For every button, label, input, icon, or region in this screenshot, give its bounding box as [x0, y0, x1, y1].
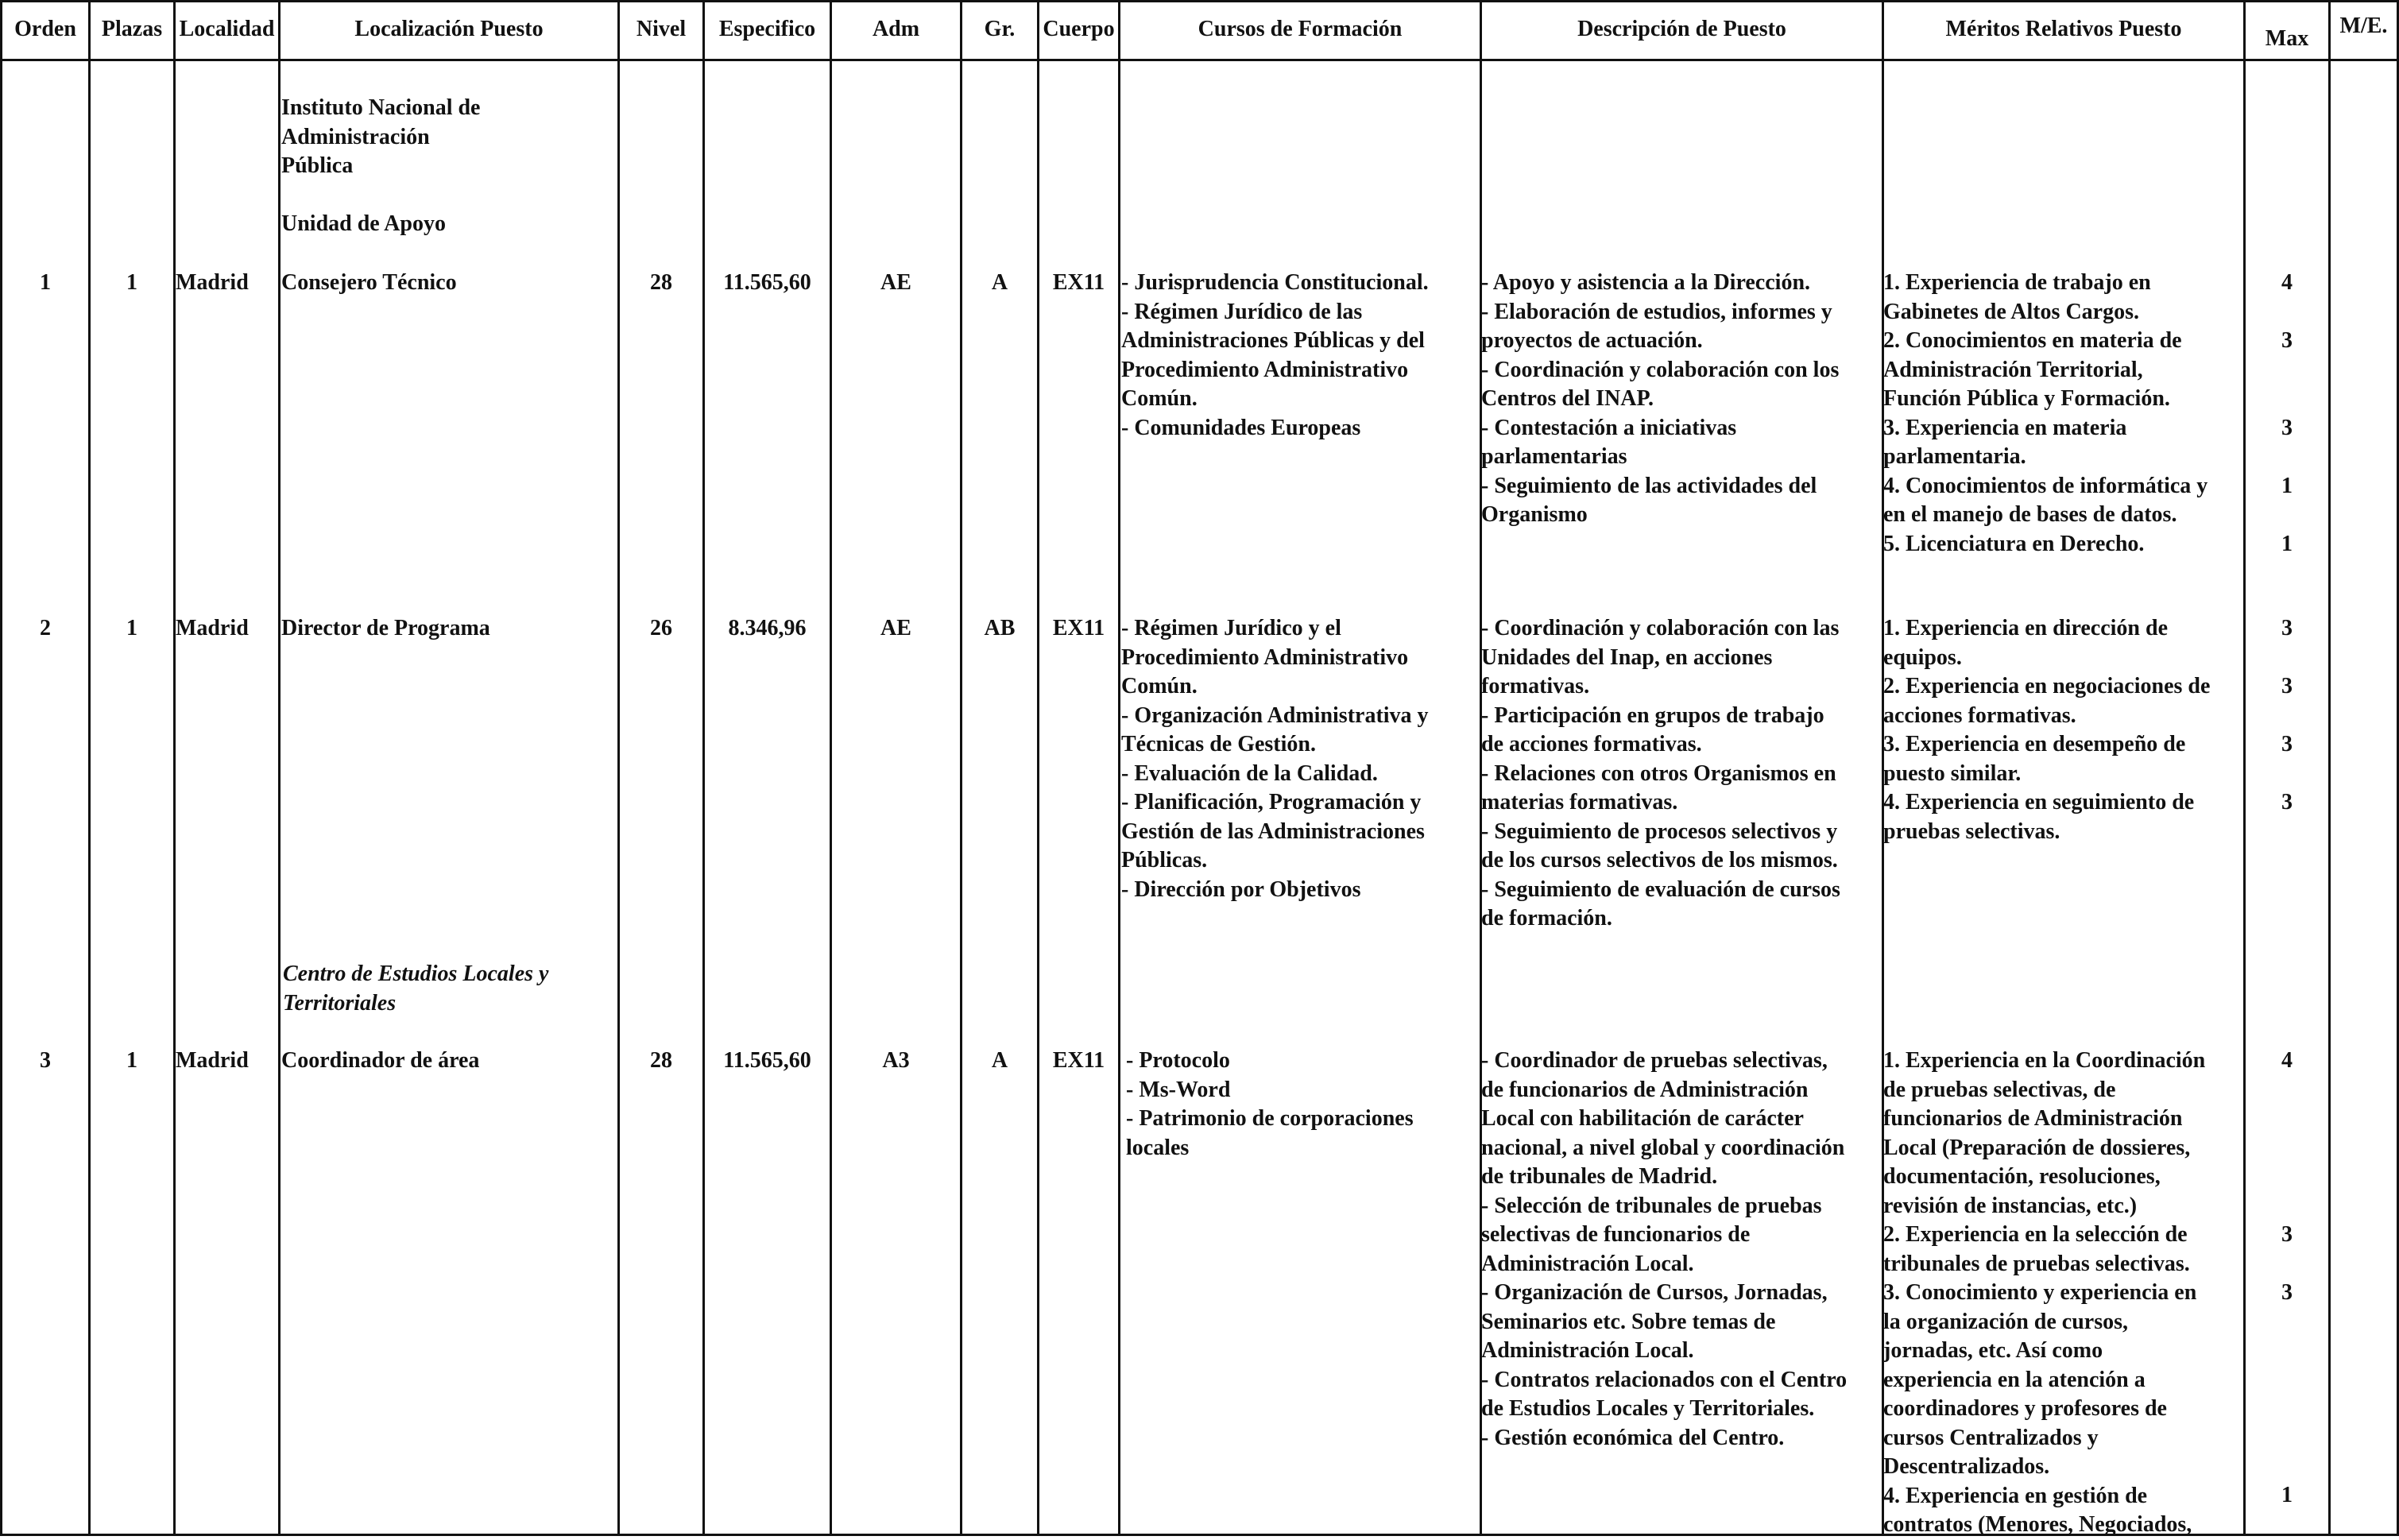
- column-divider: [960, 0, 962, 1536]
- cell-meritos: 1. Experiencia en la Coordinación de pruebas selectivas, de funcionarios de Administración Local (Preparación de dossieres, documentación, resoluciones, revisión de instancias, etc.) 2. Experiencia en la selección de tribunales de pruebas selectivas. 3. Conocimiento y experiencia en la organización de cursos, jornadas, etc. Así como experiencia en la atención a coordinadores y profesores de cursos Centralizados y Descentralizados. 4. Experiencia en gestión de contratos (Menores, Negociados,: [1883, 1048, 2206, 1537]
- header-max: Max: [2265, 26, 2309, 51]
- cell-plazas: 1: [126, 616, 137, 640]
- column-divider: [2328, 0, 2331, 1536]
- cell-especifico: 11.565,60: [723, 1048, 811, 1073]
- cell-cuerpo: EX11: [1052, 1048, 1105, 1073]
- cell-max: 3: [2281, 328, 2293, 353]
- header-plazas: Plazas: [101, 17, 163, 41]
- cell-orden: 2: [40, 616, 51, 640]
- header-cursos-formacion: Cursos de Formación: [1198, 17, 1403, 41]
- header-localizacion-puesto: Localización Puesto: [354, 17, 544, 41]
- column-divider: [830, 0, 832, 1536]
- cell-max: 1: [2281, 532, 2293, 556]
- section-unidad-apoyo: Unidad de Apoyo: [281, 211, 446, 236]
- cell-orden: 1: [40, 270, 51, 295]
- cell-nivel: 26: [650, 616, 672, 640]
- cell-max: 3: [2281, 1222, 2293, 1247]
- section-centro-estudios: Centro de Estudios Locales y Territoriales: [283, 962, 549, 1016]
- cell-max: 3: [2281, 616, 2293, 640]
- header-especifico: Especifico: [718, 17, 816, 41]
- header-cuerpo: Cuerpo: [1043, 17, 1115, 41]
- cell-puesto: Coordinador de área: [281, 1048, 480, 1073]
- cell-max: 1: [2281, 1483, 2293, 1507]
- cell-gr: AB: [984, 616, 1016, 640]
- cell-cuerpo: EX11: [1052, 270, 1105, 295]
- cell-cuerpo: EX11: [1052, 616, 1105, 640]
- cell-gr: A: [991, 1048, 1008, 1073]
- column-divider: [173, 0, 176, 1536]
- header-gr: Gr.: [984, 17, 1016, 41]
- cell-cursos: - Jurisprudencia Constitucional. - Régimen Jurídico de las Administraciones Públicas y del Procedimiento Administrativo Común. - Comunidades Europeas: [1121, 270, 1429, 440]
- cell-max: 4: [2281, 270, 2293, 295]
- cell-plazas: 1: [126, 1048, 137, 1073]
- cell-puesto: Consejero Técnico: [281, 270, 457, 295]
- cell-max: 1: [2281, 474, 2293, 498]
- column-divider: [702, 0, 705, 1536]
- column-divider: [0, 0, 2, 1536]
- cell-cursos: - Protocolo - Ms-Word - Patrimonio de corporaciones locales: [1126, 1048, 1414, 1160]
- cell-max: 4: [2281, 1048, 2293, 1073]
- cell-nivel: 28: [650, 270, 672, 295]
- column-divider: [1118, 0, 1120, 1536]
- cell-meritos: 1. Experiencia en dirección de equipos. 2. Experiencia en negociaciones de acciones formativas. 3. Experiencia en desempeño de puesto similar. 4. Experiencia en seguimiento de pruebas selectivas.: [1883, 616, 2211, 844]
- column-divider: [1037, 0, 1039, 1536]
- cell-meritos: 1. Experiencia de trabajo en Gabinetes de Altos Cargos. 2. Conocimientos en materia de Administración Territorial, Función Pública y Formación. 3. Experiencia en materia parlamentaria. 4. Conocimientos de informática y en el manejo de bases de datos. 5. Licenciatura en Derecho.: [1883, 270, 2208, 556]
- cell-max: 3: [2281, 416, 2293, 440]
- cell-puesto: Director de Programa: [281, 616, 490, 640]
- column-divider: [88, 0, 91, 1536]
- cell-cursos: - Régimen Jurídico y el Procedimiento Administrativo Común. - Organización Administrativa y Técnicas de Gestión. - Evaluación de la Calidad. - Planificación, Programación y Gestión de las Administraciones Públicas. - Dirección por Objetivos: [1121, 616, 1429, 902]
- header-localidad: Localidad: [179, 17, 275, 41]
- cell-nivel: 28: [650, 1048, 672, 1073]
- cell-adm: AE: [880, 616, 911, 640]
- cell-max: 3: [2281, 1280, 2293, 1305]
- cell-max: 3: [2281, 732, 2293, 756]
- header-nivel: Nivel: [636, 17, 687, 41]
- header-orden: Orden: [14, 17, 76, 41]
- header-meritos: Méritos Relativos Puesto: [1945, 17, 2182, 41]
- cell-adm: A3: [882, 1048, 910, 1073]
- cell-max: 3: [2281, 790, 2293, 814]
- cell-descripcion: - Coordinación y colaboración con las Unidades del Inap, en acciones formativas. - Participación en grupos de trabajo de acciones formativas. - Relaciones con otros Organismos en materias formativas. - Seguimiento de procesos selectivos y de los cursos selectivos de los mismos. - Seguimiento de evaluación de cursos de formación.: [1481, 616, 1840, 931]
- section-instituto: Instituto Nacional de Administración Pública: [281, 95, 481, 178]
- header-bottom-border: [0, 59, 2399, 61]
- cell-plazas: 1: [126, 270, 137, 295]
- header-descripcion-puesto: Descripción de Puesto: [1577, 17, 1786, 41]
- cell-localidad: Madrid: [176, 616, 249, 640]
- column-divider: [278, 0, 281, 1536]
- cell-especifico: 11.565,60: [723, 270, 811, 295]
- cell-especifico: 8.346,96: [728, 616, 807, 640]
- cell-orden: 3: [40, 1048, 51, 1073]
- header-me: M/E.: [2339, 14, 2388, 38]
- cell-descripcion: - Coordinador de pruebas selectivas, de funcionarios de Administración Local con habilitación de carácter nacional, a nivel global y coordinación de tribunales de Madrid. - Selección de tribunales de pruebas selectivas de funcionarios de Administración Local. - Organización de Cursos, Jornadas, Seminarios etc. Sobre temas de Administración Local. - Contratos relacionados con el Centro de Estudios Locales y Territoriales. - Gestión económica del Centro.: [1481, 1048, 1848, 1450]
- cell-gr: A: [991, 270, 1008, 295]
- cell-max: 3: [2281, 674, 2293, 698]
- cell-adm: AE: [880, 270, 911, 295]
- cell-descripcion: - Apoyo y asistencia a la Dirección. - Elaboración de estudios, informes y proyectos de actuación. - Coordinación y colaboración con los Centros del INAP. - Contestación a iniciativas parlamentarias - Seguimiento de las actividades del Organismo: [1481, 270, 1840, 527]
- header-adm: Adm: [872, 17, 920, 41]
- cell-localidad: Madrid: [176, 1048, 249, 1073]
- cell-localidad: Madrid: [176, 270, 249, 295]
- column-divider: [617, 0, 620, 1536]
